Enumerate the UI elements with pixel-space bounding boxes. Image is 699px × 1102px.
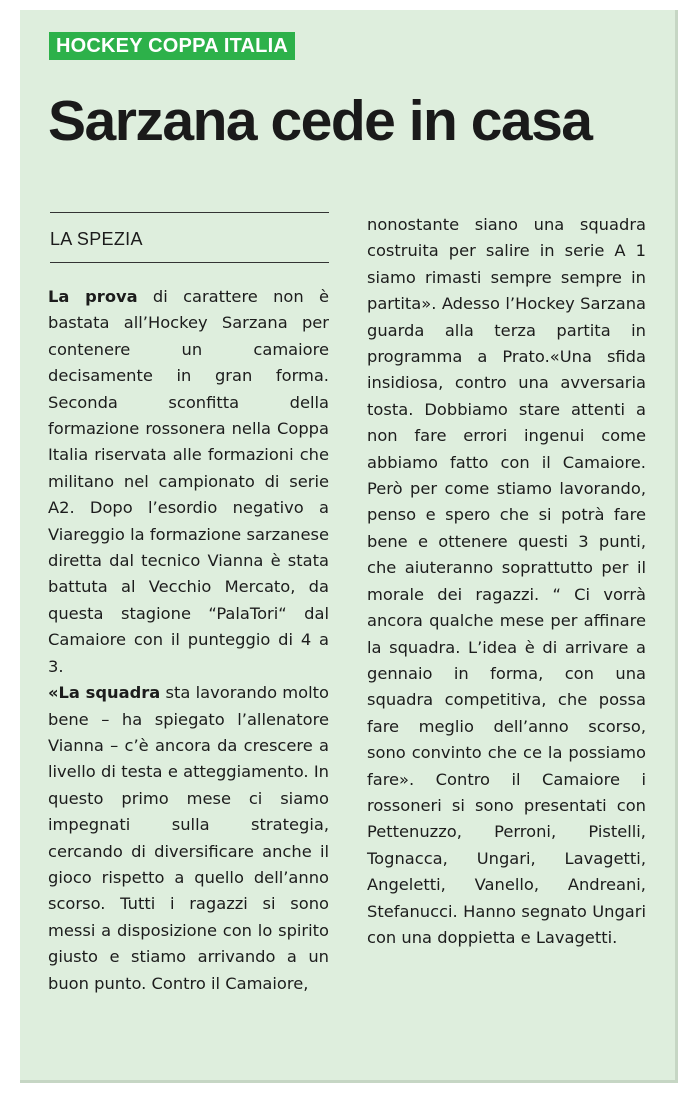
body-column-right <box>367 212 646 951</box>
dateline-top-rule <box>50 212 329 213</box>
paragraph-1 <box>48 284 329 680</box>
paragraph-lead: La prova <box>48 287 138 306</box>
paragraph-text: sta lavorando molto bene – ha spiegato l’allenatore Vianna – c’è ancora da crescere a livello di testa e atteggiamento. In questo primo mese ci siamo impegnati sulla strategia, cercando di diversificare anche il gioco rispetto a quello dell’anno scorso. Tutti i ragazzi si sono messi a disposizione con lo spirito giusto e stiamo arrivando a un buon punto. Contro il Camaiore, <box>48 683 329 993</box>
paragraph-2 <box>48 680 329 997</box>
dateline: LA SPEZIA <box>50 229 143 249</box>
paragraph-lead: «La squadra <box>48 683 161 703</box>
paragraph-text: di carattere non è bastata all’Hockey Sarzana per contenere un camaiore decisamente in gran forma. Seconda sconfitta della formazione rossonera nella Coppa Italia riservata alle formazioni che militano nel campionato di serie A2. Dopo l’esordio negativo a Viareggio la formazione sarzanese diretta dal tecnico Vianna è stata battuta al Vecchio Mercato, da questa stagione “PalaTori“ dal Camaiore con il punteggio di 4 a 3. <box>48 287 329 676</box>
paragraph-3: nonostante siano una squadra costruita per salire in serie A 1 siamo rimasti sempre sempre in partita». Adesso l’Hockey Sarzana guarda alla terza partita in programma a Prato.«Una sfida insidiosa, contro una avversaria tosta. Dobbiamo stare attenti a non fare errori ingenui come abbiamo fatto con il Camaiore. Però per come stiamo lavorando, penso e spero che si potrà fare bene e ottenere questi 3 punti, che aiuteranno soprattutto per il morale dei ragazzi. “ Ci vorrà ancora qualche mese per affinare la squadra. L’idea è di arrivare a gennaio in forma, con una squadra competitiva, che possa fare meglio dell’anno scorso, sono convinto che ce la possiamo fare». Contro il Camaiore i rossoneri si sono presentati con Pettenuzzo, Perroni, Pistelli, Tognacca, Ungari, Lavagetti, Angeletti, Vanello, Andreani, Stefanucci. Hanno segnato Ungari con una doppietta e Lavagetti. <box>367 215 646 947</box>
section-tag: HOCKEY COPPA ITALIA <box>49 32 295 60</box>
headline: Sarzana cede in casa <box>48 89 592 153</box>
dateline-bottom-rule <box>50 262 329 263</box>
body-column-left <box>48 284 329 997</box>
